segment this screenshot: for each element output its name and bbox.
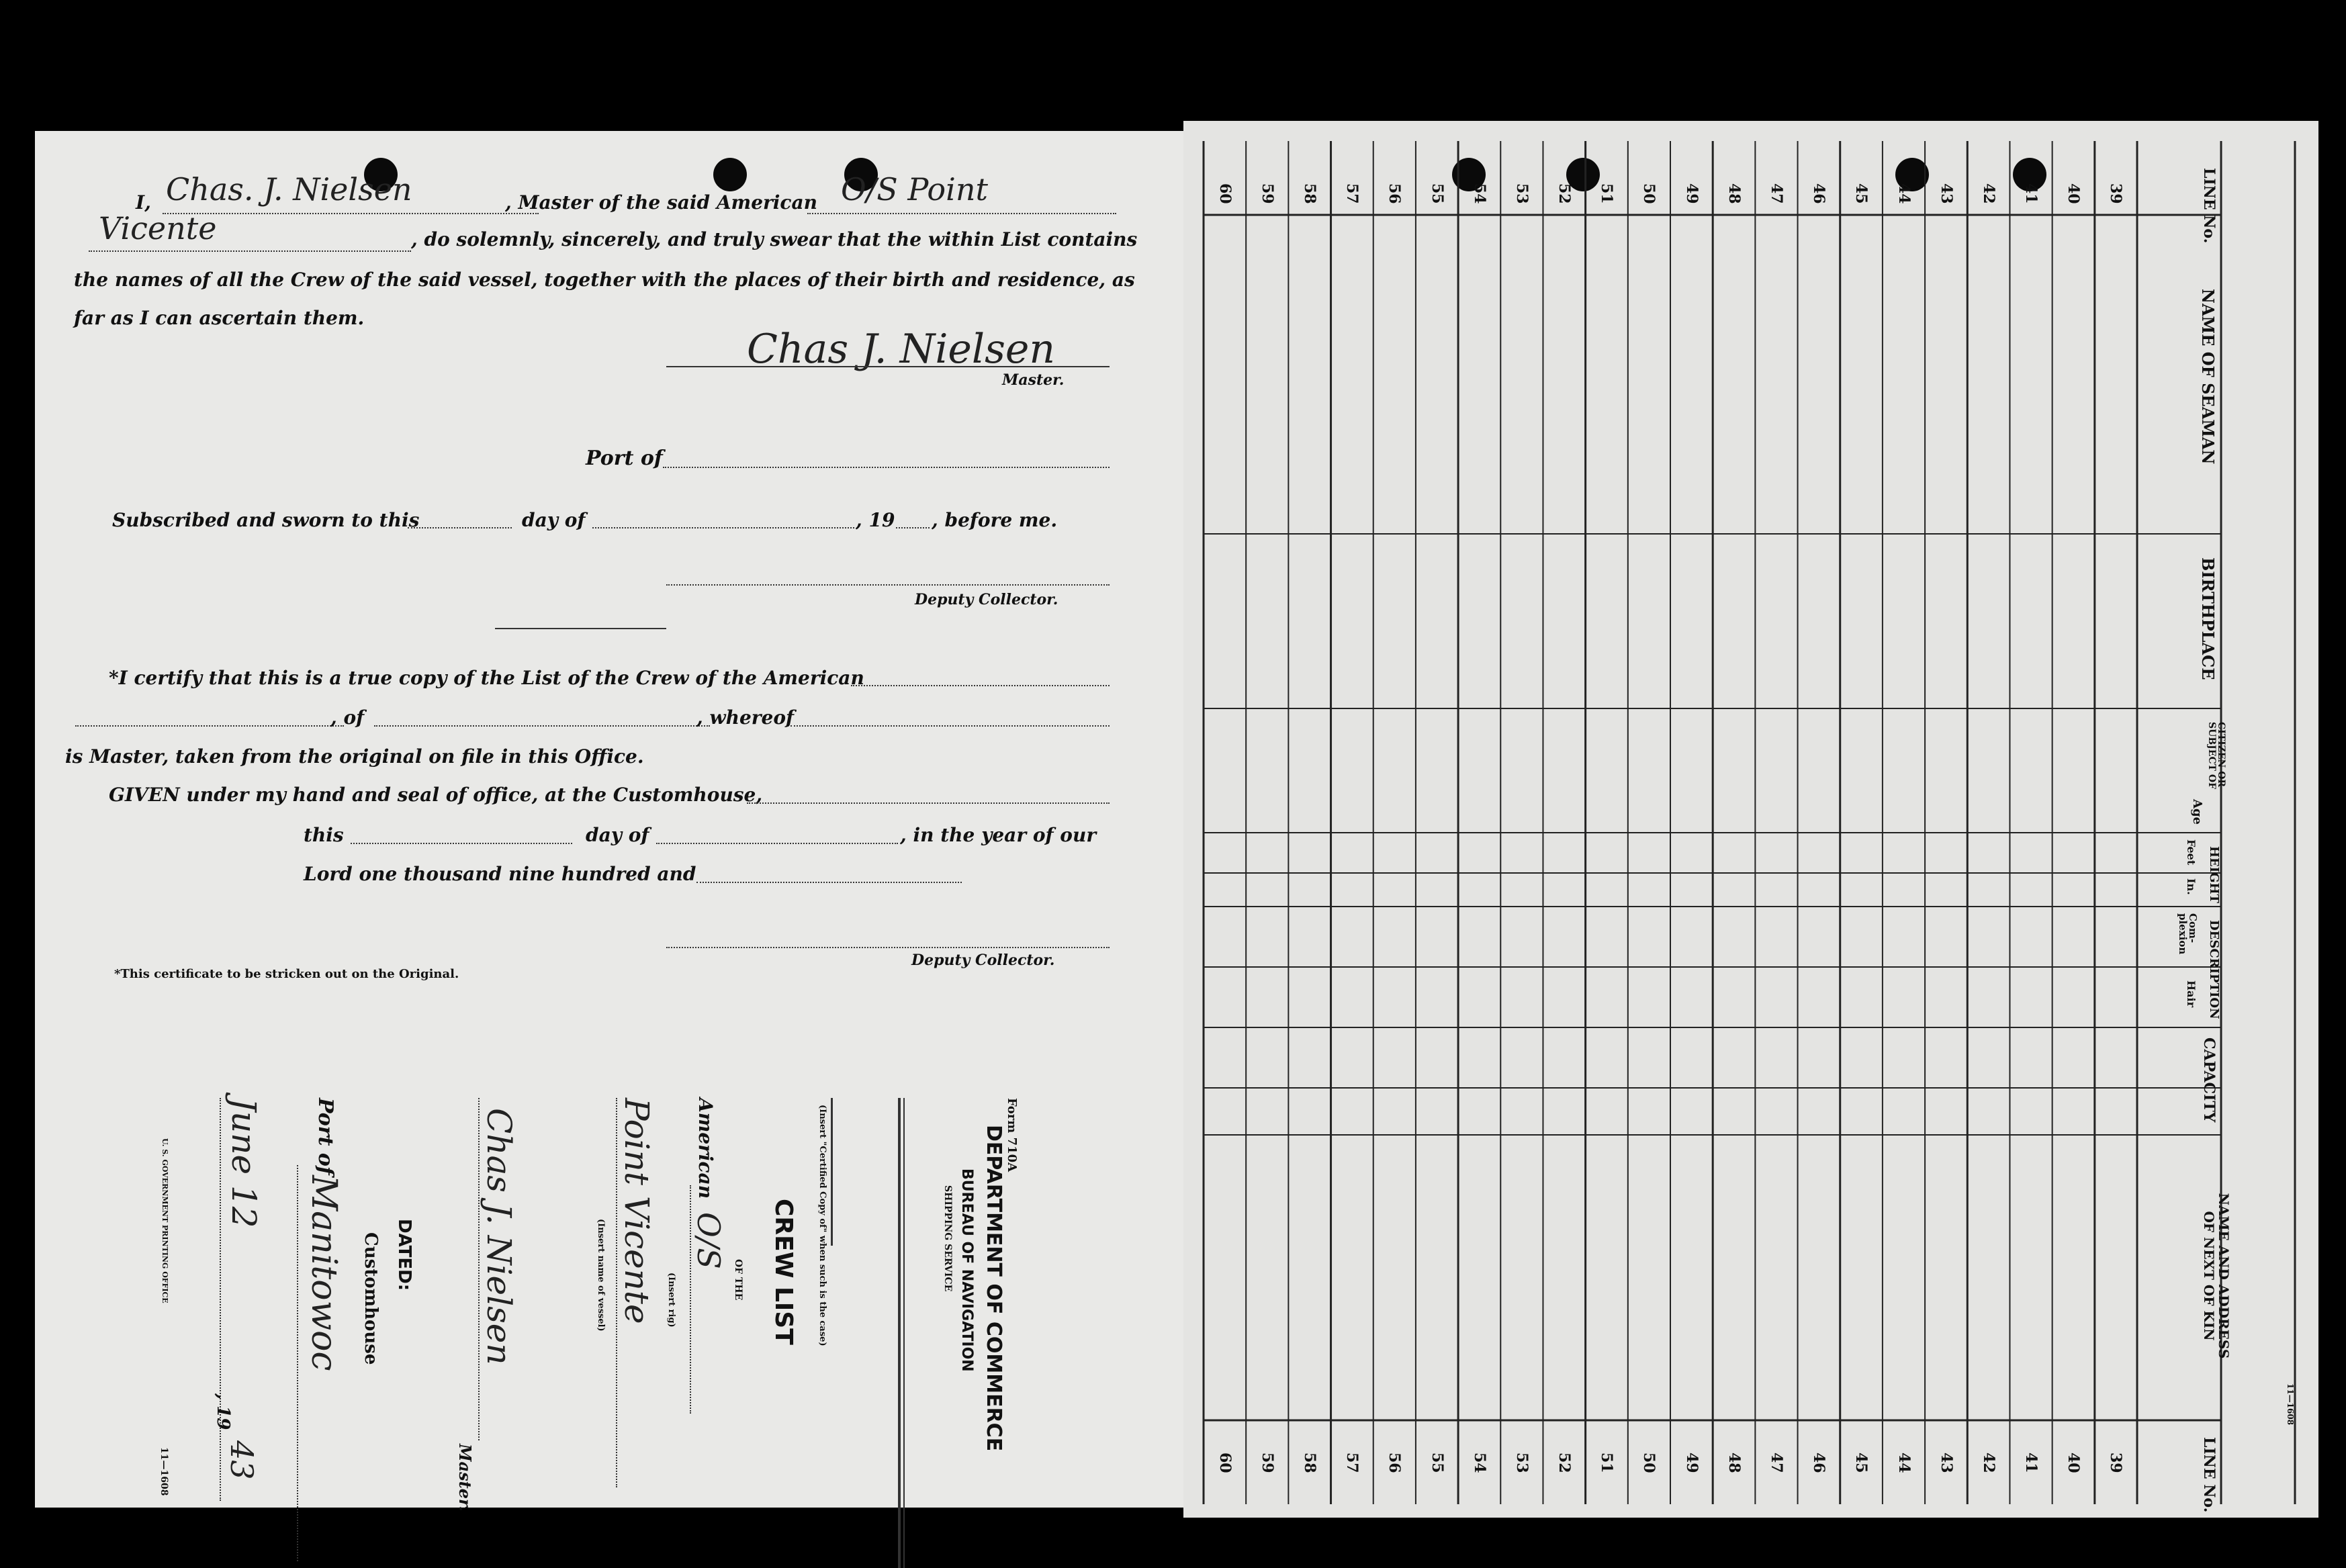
line-number: 47 (1767, 183, 1785, 204)
line-number: 44 (1895, 183, 1913, 204)
header-height: HEIGHT (2207, 846, 2221, 903)
signature-line (666, 366, 1110, 367)
cert-lord: Lord one thousand nine hundred and (304, 863, 696, 885)
cert-day-line (351, 843, 572, 844)
vessel-name-handwritten-2: Vicente (99, 210, 217, 246)
line-number: 52 (1555, 1452, 1574, 1473)
cover-bureau: BUREAU OF NAVIGATION (958, 1168, 975, 1372)
header-hair: Hair (2185, 980, 2198, 1007)
line-number: 53 (1513, 183, 1531, 204)
line-number: 60 (1216, 183, 1234, 204)
cert-footnote: *This certificate to be stricken out on the Original. (114, 967, 459, 981)
line-number: 40 (2065, 1452, 2083, 1473)
cover-port-hand: Manitowoc (304, 1175, 344, 1371)
line-number: 46 (1810, 183, 1828, 204)
vessel-name-handwritten: O/S Point (841, 171, 988, 207)
line-number: 50 (1640, 183, 1658, 204)
cert-line-3: is Master, taken from the original on file in this Office. (65, 745, 644, 768)
day-line (408, 527, 512, 528)
master-signature: Chas J. Nielsen (747, 326, 1056, 373)
cover-vessel-hand: Point Vicente (617, 1098, 656, 1324)
cert-vessel-line (851, 685, 1110, 686)
cert-month-line (656, 843, 898, 844)
line-number: 58 (1300, 1452, 1318, 1473)
cover-service: SHIPPING SERVICE (942, 1185, 953, 1292)
line-number: 39 (2107, 1452, 2125, 1473)
line-number: 44 (1895, 1452, 1913, 1473)
master-name-line (163, 213, 539, 214)
cover-date-hand: June 12 (224, 1098, 263, 1228)
line-number: 60 (1216, 1452, 1234, 1473)
line-number: 42 (1979, 1452, 1997, 1473)
cert-of: , of (330, 706, 365, 729)
cover-department: DEPARTMENT OF COMMERCE (982, 1125, 1005, 1452)
line-number: 52 (1555, 183, 1574, 204)
divider (495, 628, 666, 629)
line-number: 59 (1258, 183, 1276, 204)
cover-date-line (220, 1098, 222, 1501)
header-description: DESCRIPTION (2207, 920, 2221, 1019)
line-number: 56 (1386, 183, 1404, 204)
oath-line-4: far as I can ascertain them. (74, 307, 365, 329)
cover-master-hand: Chas J. Nielsen (480, 1108, 518, 1365)
cert-year-line (696, 882, 962, 883)
header-citizen: CITIZEN OR SUBJECT OF (2206, 722, 2226, 790)
cert-deputy-line (666, 947, 1110, 948)
master-label: Master. (1002, 371, 1065, 389)
line-number: 51 (1598, 183, 1616, 204)
master-name-handwritten: Chas. J. Nielsen (166, 171, 412, 207)
cover-rule (903, 1098, 905, 1568)
cover-year-hand: 43 (224, 1440, 260, 1480)
oath-page (35, 131, 1183, 1512)
cert-name-line (75, 725, 344, 727)
line-number: 57 (1343, 1452, 1361, 1473)
header-age: Age (2190, 799, 2204, 825)
line-number: 55 (1428, 1452, 1446, 1473)
cover-form-code: 11—1608 (159, 1447, 169, 1496)
line-number: 59 (1258, 1452, 1276, 1473)
cover-vessel-line (616, 1098, 619, 1487)
cert-customhouse-line (747, 802, 1110, 804)
cert-given: GIVEN under my hand and seal of office, at the Customhouse, (109, 784, 763, 806)
header-line-no: LINE No. (2200, 168, 2218, 244)
line-number: 51 (1598, 1452, 1616, 1473)
header-feet: Feet (2185, 839, 2198, 866)
line-number: 43 (1937, 183, 1955, 204)
crew-grid (1183, 121, 2318, 1518)
header-complexion: Com-plexion (2177, 913, 2199, 955)
cover-port-of: Port of (314, 1098, 337, 1175)
line-number: 54 (1470, 1452, 1488, 1473)
cover-of-the: OF THE (733, 1259, 743, 1301)
line-number: 40 (2065, 183, 2083, 204)
cover-american: American (694, 1098, 717, 1199)
oath-i: I, (136, 191, 151, 214)
cover-insert-name: (Insert name of vessel) (596, 1219, 606, 1332)
cover-insert-note: (Insert "Certified Copy of" when such is the case) (817, 1105, 827, 1346)
oath-line-3: the names of all the Crew of the said vessel, together with the places of their birth and residence, as (74, 269, 1135, 291)
header-inches: In. (2185, 878, 2198, 895)
line-number: 45 (1852, 183, 1870, 204)
cover-dated: DATED: (394, 1219, 414, 1291)
header-line-no-bottom: LINE No. (2200, 1437, 2218, 1513)
line-number: 55 (1428, 183, 1446, 204)
line-number: 41 (2022, 1452, 2040, 1473)
crew-grid-page (1183, 121, 2318, 1518)
cert-of-line (374, 725, 710, 727)
cover-insert-rig: (Insert rig) (666, 1273, 676, 1328)
line-number: 39 (2107, 183, 2125, 204)
line-number: 49 (1682, 183, 1701, 204)
cover-rig-hand: O/S (690, 1212, 727, 1269)
cover-master-line (478, 1098, 481, 1440)
line-number: 42 (1979, 183, 1997, 204)
line-number: 45 (1852, 1452, 1870, 1473)
line-number: 48 (1725, 183, 1743, 204)
line-number: 43 (1937, 1452, 1955, 1473)
cover-crew-list: CREW LIST (770, 1199, 797, 1345)
oath-master-of: , Master of the said American (505, 191, 817, 214)
subscribed-label: Subscribed and sworn to this (112, 509, 420, 531)
month-line (592, 527, 854, 528)
cert-year-of-our: , in the year of our (900, 824, 1097, 846)
cert-deputy-label: Deputy Collector. (911, 952, 1055, 969)
cert-day-of: day of (586, 824, 649, 846)
cover-rig-line (690, 1185, 692, 1414)
cert-line-1: *I certify that this is a true copy of the List of the Crew of the American (109, 667, 864, 689)
line-number: 47 (1767, 1452, 1785, 1473)
line-number: 53 (1513, 1452, 1531, 1473)
vessel-line-2 (89, 250, 411, 252)
header-birthplace: BIRTHPLACE (2198, 557, 2218, 680)
cover-insert-rule (831, 1098, 833, 1246)
cover-form-no: Form 710A (1005, 1098, 1019, 1172)
line-number: 54 (1470, 183, 1488, 204)
port-line (663, 467, 1110, 468)
line-number: 56 (1386, 1452, 1404, 1473)
oath-line-2: , do solemnly, sincerely, and truly swear that the within List contains (411, 228, 1138, 250)
cover-rule (898, 1098, 901, 1568)
deputy-collector-label: Deputy Collector. (915, 591, 1058, 608)
line-number: 57 (1343, 183, 1361, 204)
cert-this: this (304, 824, 344, 846)
header-capacity: CAPACITY (2200, 1037, 2218, 1123)
cover-port-line (297, 1165, 300, 1561)
line-number: 48 (1725, 1452, 1743, 1473)
header-name-of-seaman: NAME OF SEAMAN (2198, 289, 2218, 465)
before-me: , before me. (932, 509, 1058, 531)
line-number: 46 (1810, 1452, 1828, 1473)
cert-whereof: , whereof (696, 706, 795, 729)
line-number: 41 (2022, 183, 2040, 204)
cover-year-prefix: , 19 (213, 1393, 233, 1430)
year-line (896, 527, 930, 528)
port-of-label: Port of (586, 447, 663, 470)
header-next-of-kin: NAME AND ADDRESS OF NEXT OF KIN (2201, 1193, 2232, 1359)
year-prefix: , 19 (856, 509, 895, 531)
cover-master-label: Master. (455, 1444, 475, 1512)
grid-form-code: 11—1608 (2286, 1383, 2295, 1426)
deputy-line (666, 584, 1110, 586)
line-number: 49 (1682, 1452, 1701, 1473)
cert-whereof-line (791, 725, 1110, 727)
line-number: 58 (1300, 183, 1318, 204)
day-of-label: day of (522, 509, 586, 531)
cover-customhouse: Customhouse (361, 1232, 381, 1365)
vessel-line (807, 213, 1116, 214)
punch-hole (713, 158, 747, 191)
line-number: 50 (1640, 1452, 1658, 1473)
cover-printer: U. S. GOVERNMENT PRINTING OFFICE (161, 1138, 169, 1303)
